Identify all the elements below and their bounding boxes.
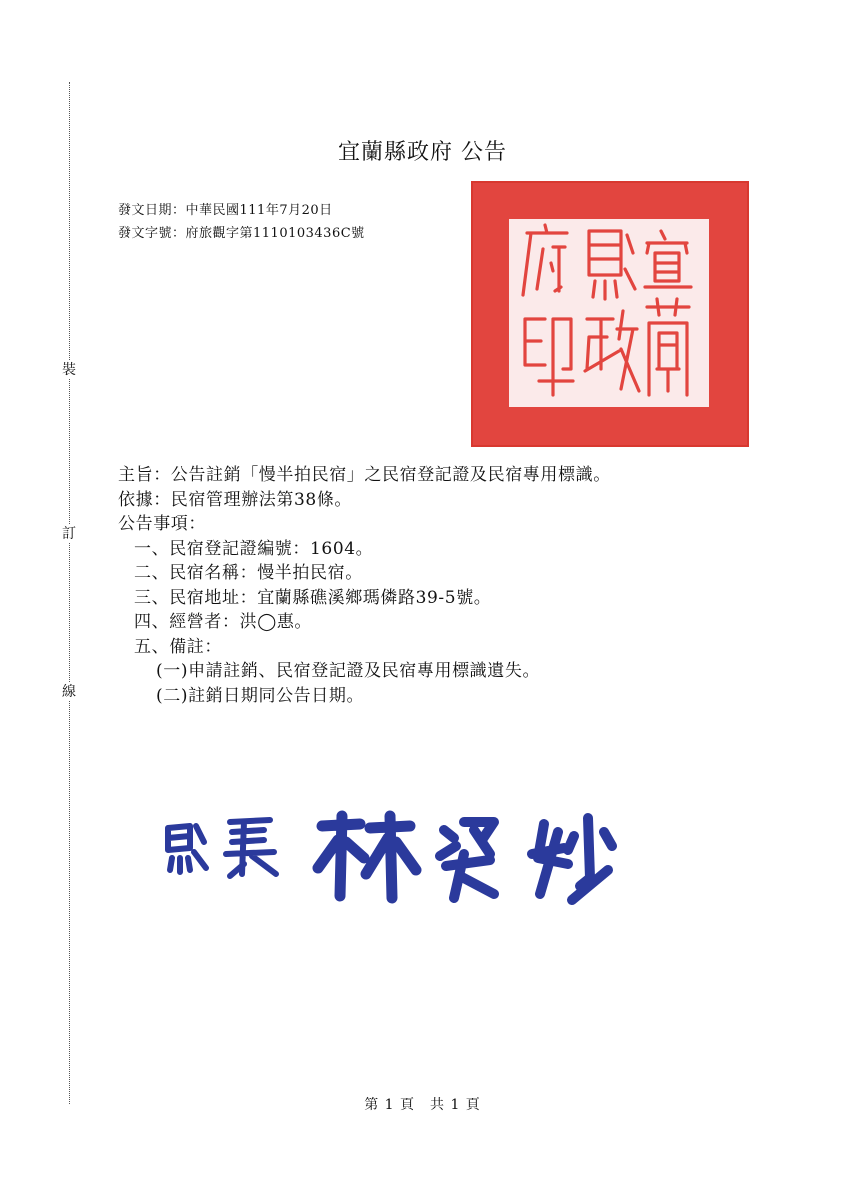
basis-line: 依據：民宿管理辦法第38條。 (118, 489, 353, 510)
announcement-item: 五、備註： (134, 636, 222, 657)
signature-graphic (160, 808, 630, 908)
seal-field (509, 219, 709, 407)
subject-line: 主旨：公告註銷「慢半拍民宿」之民宿登記證及民宿專用標識。 (118, 465, 611, 485)
binding-mark-ding: 訂 (58, 525, 80, 543)
note-item: (二)註銷日期同公告日期。 (156, 685, 365, 706)
announcement-body (118, 463, 611, 708)
items-heading: 公告事項： (118, 514, 206, 534)
issue-date: 發文日期：中華民國111年7月20日 (118, 203, 333, 218)
binding-mark-xian: 線 (58, 683, 80, 701)
page-title: 宜蘭縣政府 公告 (338, 140, 507, 165)
official-seal (471, 181, 749, 447)
binding-dotted-line (69, 82, 70, 1104)
magistrate-signature-stamp (160, 808, 630, 908)
binding-mark-zhuang: 裝 (58, 361, 80, 379)
announcement-item: 三、民宿地址：宜蘭縣礁溪鄉瑪僯路39-5號。 (134, 587, 492, 608)
announcement-item: 一、民宿登記證編號：1604。 (134, 538, 374, 559)
document-number: 發文字號：府旅觀字第1110103436C號 (118, 226, 365, 241)
announcement-item: 二、民宿名稱：慢半拍民宿。 (134, 563, 363, 583)
page-footer: 第 1 頁 共 1 頁 (364, 1097, 481, 1113)
note-item: (一)申請註銷、民宿登記證及民宿專用標識遺失。 (156, 661, 541, 681)
announcement-item: 四、經營者：洪◯惠。 (134, 612, 313, 632)
